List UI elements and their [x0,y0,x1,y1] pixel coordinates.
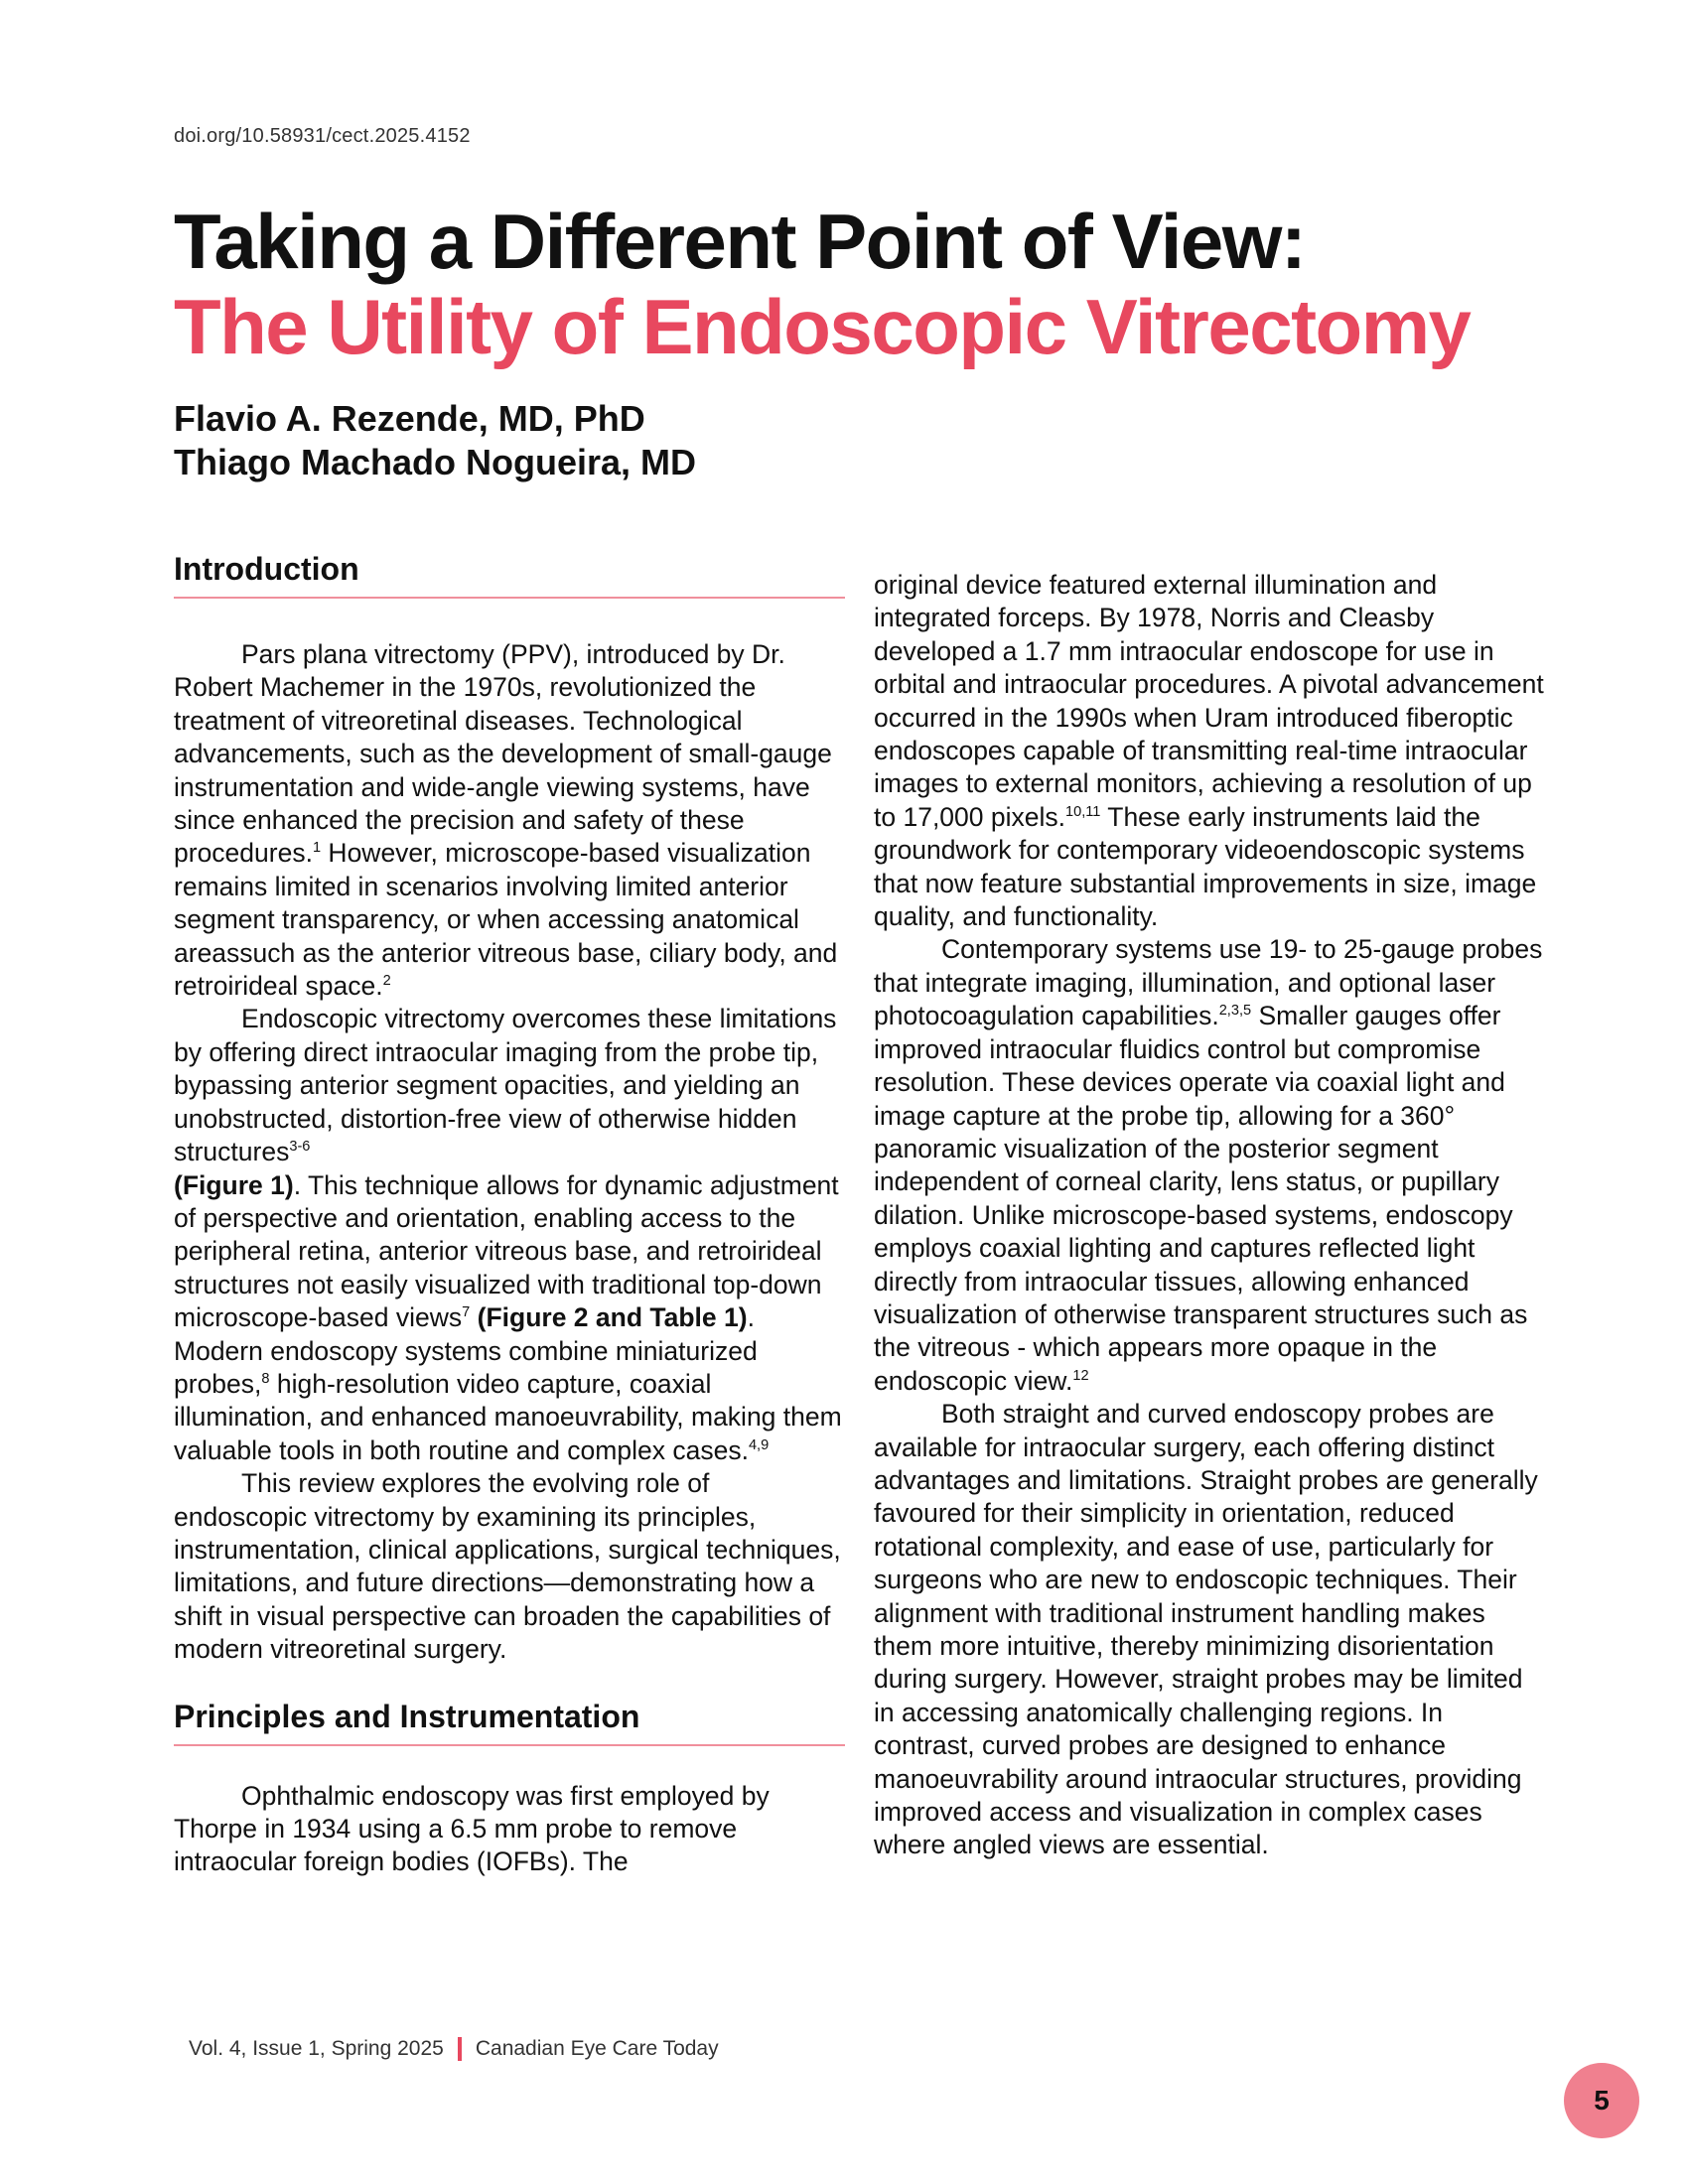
intro-p2-text-b: . This technique allows for dynamic adjustment of perspective and orientation, enabling access to the peripheral retina, anterior vitreous base, and retroirideal structures not easily visualized with traditional top-down microscope-based views [174,1169,839,1333]
right-p2-text-a: Contemporary systems use 19- to 25-gauge probes that integrate imaging, illumination, and optional laser photocoagulation capabilities. [874,934,1543,1031]
title-line-1: Taking a Different Point of View: [174,198,1306,285]
intro-paragraph-2 [174,1003,845,1467]
citation-8[interactable]: 8 [261,1371,270,1388]
right-paragraph-1 [874,569,1545,933]
right-p1-text-a: original device featured external illumination and integrated forceps. By 1978, Norris and Cleasby developed a 1.7 mm intraocular endoscope for use in orbital and intraocular procedures. A pivotal advancement occurred in the 1990s when Uram introduced fiberoptic endoscopes capable of transmitting real-time intraocular images to external monitors, achieving a resolution of up to 17,000 pixels. [874,570,1544,832]
intro-paragraph-3: This review explores the evolving role of endoscopic vitrectomy by examining its principles, instrumentation, clinical applications, surgical techniques, limitations, and future directions—demonstrating how a shift in visual perspective can broaden the capabilities of modern vitreoretinal surgery. [174,1468,841,1665]
doi-link[interactable]: doi.org/10.58931/cect.2025.4152 [174,125,471,147]
figure-2-table-1-reference[interactable]: (Figure 2 and Table 1) [477,1302,748,1333]
citation-7[interactable]: 7 [462,1304,471,1321]
footer-journal: Canadian Eye Care Today [475,2037,719,2060]
citation-3-6[interactable]: 3-6 [289,1139,311,1156]
author-1: Flavio A. Rezende, MD, PhD [174,398,645,439]
right-column [874,569,1545,1862]
section-heading-principles: Principles and Instrumentation [174,1697,845,1746]
article-title [174,199,1564,369]
intro-p2-text-a: Endoscopic vitrectomy overcomes these limitations by offering direct intraocular imaging from the probe tip, bypassing anterior segment opacities, and yielding an unobstructed, distortion-free view of otherwise hidden structures [174,1004,837,1167]
right-p2-text-b: Smaller gauges offer improved intraocular fluidics control but compromise resolution. These devices operate via coaxial light and image capture at the probe tip, allowing for a 360° panoramic visualization of the posterior segment independent of corneal clarity, lens status, or pupillary dilation. Unlike microscope-based systems, endoscopy employs coaxial lighting and captures reflected light directly from intraocular tissues, allowing enhanced visualization of otherwise transparent structures such as the vitreous - which appears more opaque in the endoscopic view. [874,1001,1528,1396]
title-line-2: The Utility of Endoscopic Vitrectomy [174,283,1471,370]
footer-issue: Vol. 4, Issue 1, Spring 2025 [189,2037,444,2060]
right-p1-text-b: These early instruments laid the groundwork for contemporary videoendoscopic systems that now feature substantial improvements in size, image quality, and functionality. [874,801,1537,932]
citation-12[interactable]: 12 [1072,1367,1089,1384]
citation-4-9[interactable]: 4,9 [748,1436,770,1453]
left-column [174,549,845,1879]
citation-1[interactable]: 1 [312,840,322,857]
intro-p2-text-c: . Modern endoscopy systems combine miniaturized probes, [174,1302,758,1399]
citation-10-11[interactable]: 10,11 [1065,804,1101,821]
author-2: Thiago Machado Nogueira, MD [174,442,697,482]
section-heading-introduction: Introduction [174,549,845,599]
right-paragraph-3: Both straight and curved endoscopy probes are available for intraocular surgery, each offering distinct advantages and limitations. Straight probes are generally favoured for their simplicity in orientation, reduced rotational complexity, and ease of use, particularly for surgeons who are new to endoscopic techniques. Their alignment with traditional instrument handling makes them more intuitive, thereby minimizing disorientation during surgery. However, straight probes may be limited in accessing anatomically challenging regions. In contrast, curved probes are designed to enhance manoeuvrability around intraocular structures, providing improved access and visualization in complex cases where angled views are essential. [874,1399,1538,1860]
intro-p1-text-a: Pars plana vitrectomy (PPV), introduced by Dr. Robert Machemer in the 1970s, revolutionized the treatment of vitreoretinal diseases. Technological advancements, such as the development of small-gauge instrumentation and wide-angle viewing systems, have since enhanced the precision and safety of these procedures. [174,639,832,869]
right-paragraph-2 [874,933,1545,1398]
figure-1-reference[interactable]: (Figure 1) [174,1169,294,1200]
citation-2[interactable]: 2 [382,973,391,990]
footer-divider [458,2037,462,2061]
citation-2-3-5[interactable]: 2,3,5 [1218,1003,1252,1020]
intro-paragraph-1 [174,638,845,1003]
page-number-badge: 5 [1564,2063,1639,2138]
author-list [174,397,696,484]
intro-p2-text-d: high-resolution video capture, coaxial illumination, and enhanced manoeuvrability, making them valuable tools in both routine and complex cases. [174,1368,842,1465]
intro-p1-text-b: However, microscope-based visualization remains limited in scenarios involving limited anterior segment transparency, or when accessing anatomical areassuch as the anterior vitreous base, ciliary body, and retroirideal space. [174,838,838,1002]
principles-paragraph-1: Ophthalmic endoscopy was first employed by Thorpe in 1934 using a 6.5 mm probe to remove intraocular foreign bodies (IOFBs). The [174,1780,770,1877]
page-footer [189,2037,719,2061]
